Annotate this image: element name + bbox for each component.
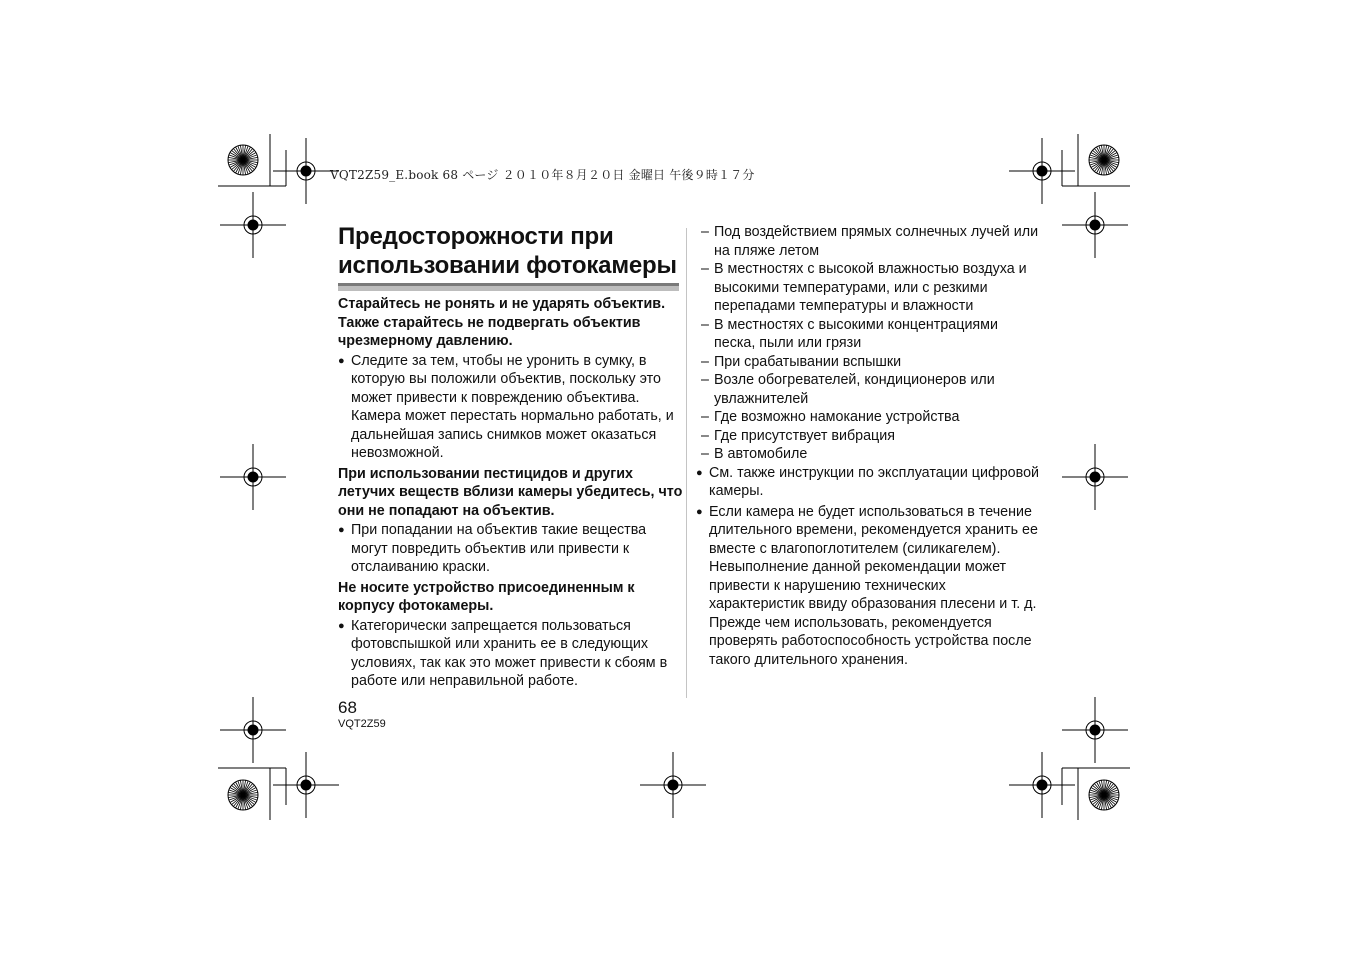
condition-item: – Возле обогревателей, кондиционеров или увлажнителей bbox=[696, 371, 1041, 408]
title-underline-bar bbox=[338, 283, 679, 291]
bullet-long-storage: ● Если камера не будет использоваться в течение длительного времени, рекомендуется хранить ее вместе с влагопоглотителем (силикагелем). Невыполнение данной рекомендации может привести к нарушению технических характеристик ввиду образования плесени и т. д. Прежде чем использовать, рекомендуется проверять работоспособность устройства после такого длительного хранения. bbox=[696, 503, 1041, 670]
section-heading-pesticides: При использовании пестицидов и других летучих веществ вблизи камеры убедитесь, что они не попадают на объектив. bbox=[338, 465, 683, 519]
bullet-flash-conditions: ● Категорически запрещается пользоваться фотовспышкой или хранить ее в следующих условиях, так как это может привести к сбоям в работе или неправильной работе. bbox=[338, 617, 683, 691]
starburst-mark bbox=[228, 145, 258, 175]
starburst-mark bbox=[228, 780, 258, 810]
column-divider bbox=[686, 228, 687, 698]
section-heading-attached: Не носите устройство присоединенным к корпусу фотокамеры. bbox=[338, 579, 635, 614]
left-column bbox=[338, 295, 683, 693]
condition-item: – При срабатывании вспышки bbox=[696, 353, 1041, 372]
model-code: VQT2Z59 bbox=[338, 718, 386, 730]
condition-item: – В местностях с высокими концентрациями песка, пыли или грязи bbox=[696, 316, 1041, 353]
print-header: VQT2Z59_E.book 68 ページ ２０１０年８月２０日 金曜日 午後９時１７分 bbox=[330, 168, 755, 182]
bullet-pesticides: ● При попадании на объектив такие вещества могут повредить объектив или привести к отслаиванию краски. bbox=[338, 521, 683, 577]
title-line-2: использовании фотокамеры bbox=[338, 252, 677, 279]
condition-item: – В автомобиле bbox=[696, 445, 1041, 464]
condition-item: – Под воздействием прямых солнечных лучей или на пляже летом bbox=[696, 223, 1041, 260]
bullet-see-instructions: ● См. также инструкции по эксплуатации цифровой камеры. bbox=[696, 464, 1041, 501]
page-title bbox=[338, 222, 683, 280]
right-column bbox=[696, 223, 1041, 671]
starburst-mark bbox=[1089, 145, 1119, 175]
page-number: 68 bbox=[338, 698, 357, 717]
starburst-mark bbox=[1089, 780, 1119, 810]
condition-item: – Где возможно намокание устройства bbox=[696, 408, 1041, 427]
condition-item: – Где присутствует вибрация bbox=[696, 427, 1041, 446]
section-heading-lens-drop: Старайтесь не ронять и не ударять объектив. Также старайтесь не подвергать объектив чрезмерному давлению. bbox=[338, 296, 666, 349]
title-line-1: Предосторожности при bbox=[338, 223, 614, 250]
bullet-lens-drop: ● Следите за тем, чтобы не уронить в сумку, в которую вы положили объектив, поскольку это может привести к повреждению объектива. Камера может перестать нормально работать, и дальнейшая запись снимков может оказаться невозможной. bbox=[338, 352, 683, 463]
condition-item: – В местностях с высокой влажностью воздуха и высокими температурами, или с резкими перепадами температуры и влажности bbox=[696, 260, 1041, 316]
